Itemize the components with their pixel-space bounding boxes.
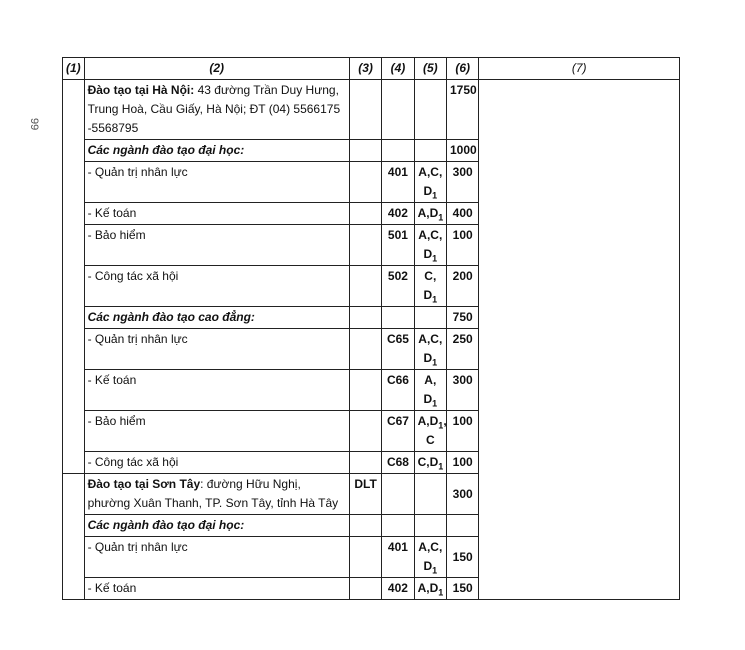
sontay-total: 300 xyxy=(446,474,478,515)
hanoi-college-total: 750 xyxy=(446,307,478,329)
blocks-cell: A,C, $D_1$ xyxy=(414,537,446,578)
hanoi-university-label: Các ngành đào tạo đại học: xyxy=(84,140,349,162)
hanoi-university-total: 1000 xyxy=(446,140,478,162)
table-row: - Bảo hiểm 501 A,C, $D_1$ 100 xyxy=(63,225,680,266)
header-col-4: (4) xyxy=(382,58,414,80)
page-number: 99 xyxy=(28,118,40,131)
header-col-7: (7) xyxy=(479,58,680,80)
header-col-1: (1) xyxy=(63,58,85,80)
table-row: - Kế toán 402 $A,D_1$ 150 xyxy=(63,578,680,600)
header-col-6: (6) xyxy=(446,58,478,80)
hanoi-campus-row xyxy=(63,80,680,140)
blocks-cell: $A,D_1$, C xyxy=(414,411,446,452)
hanoi-total: 1750 xyxy=(446,80,478,140)
blocks-cell: $C,D_1$ xyxy=(414,452,446,474)
table-row: - Bảo hiểm C67 $A,D_1$, C 100 xyxy=(63,411,680,452)
header-row xyxy=(63,58,680,80)
blocks-cell: $A,D_1$ xyxy=(414,203,446,225)
hanoi-college-label: Các ngành đào tạo cao đẳng: xyxy=(84,307,349,329)
header-col-5: (5) xyxy=(414,58,446,80)
blocks-cell: A,C, $D_1$ xyxy=(414,329,446,370)
table-row: - Công tác xã hội C68 $C,D_1$ 100 xyxy=(63,452,680,474)
col1-block-hanoi xyxy=(63,80,85,474)
blocks-cell: $A,D_1$ xyxy=(414,578,446,600)
sontay-university-label: Các ngành đào tạo đại học: xyxy=(84,515,349,537)
header-col-2: (2) xyxy=(84,58,349,80)
table-row: - Quản trị nhân lực C65 A,C, $D_1$ 250 xyxy=(63,329,680,370)
blocks-cell: A,C, $D_1$ xyxy=(414,225,446,266)
table-row: - Công tác xã hội 502 C, $D_1$ 200 xyxy=(63,266,680,307)
hanoi-campus-title: Đào tạo tại Hà Nội: 43 đường Trần Duy Hưng, Trung Hoà, Cầu Giấy, Hà Nội; ĐT (04) 5566175 -5568795 xyxy=(84,80,349,140)
blocks-cell: C, $D_1$ xyxy=(414,266,446,307)
table-row: - Quản trị nhân lực 401 A,C, $D_1$ 300 xyxy=(63,162,680,203)
sontay-campus-title: Đào tạo tại Sơn Tây: đường Hữu Nghị, phường Xuân Thanh, TP. Sơn Tây, tỉnh Hà Tây xyxy=(84,474,349,515)
table-row: - Quản trị nhân lực 401 A,C, $D_1$ 150 xyxy=(63,537,680,578)
blocks-cell: A, $D_1$ xyxy=(414,370,446,411)
sontay-code: DLT xyxy=(349,474,381,515)
header-col-3: (3) xyxy=(349,58,381,80)
col1-block-sontay xyxy=(63,474,85,600)
table-row: - Kế toán C66 A, $D_1$ 300 xyxy=(63,370,680,411)
table-row: - Kế toán 402 $A,D_1$ 400 xyxy=(63,203,680,225)
admissions-table xyxy=(62,57,680,600)
col7-notes xyxy=(479,80,680,600)
blocks-cell: A,C, $D_1$ xyxy=(414,162,446,203)
